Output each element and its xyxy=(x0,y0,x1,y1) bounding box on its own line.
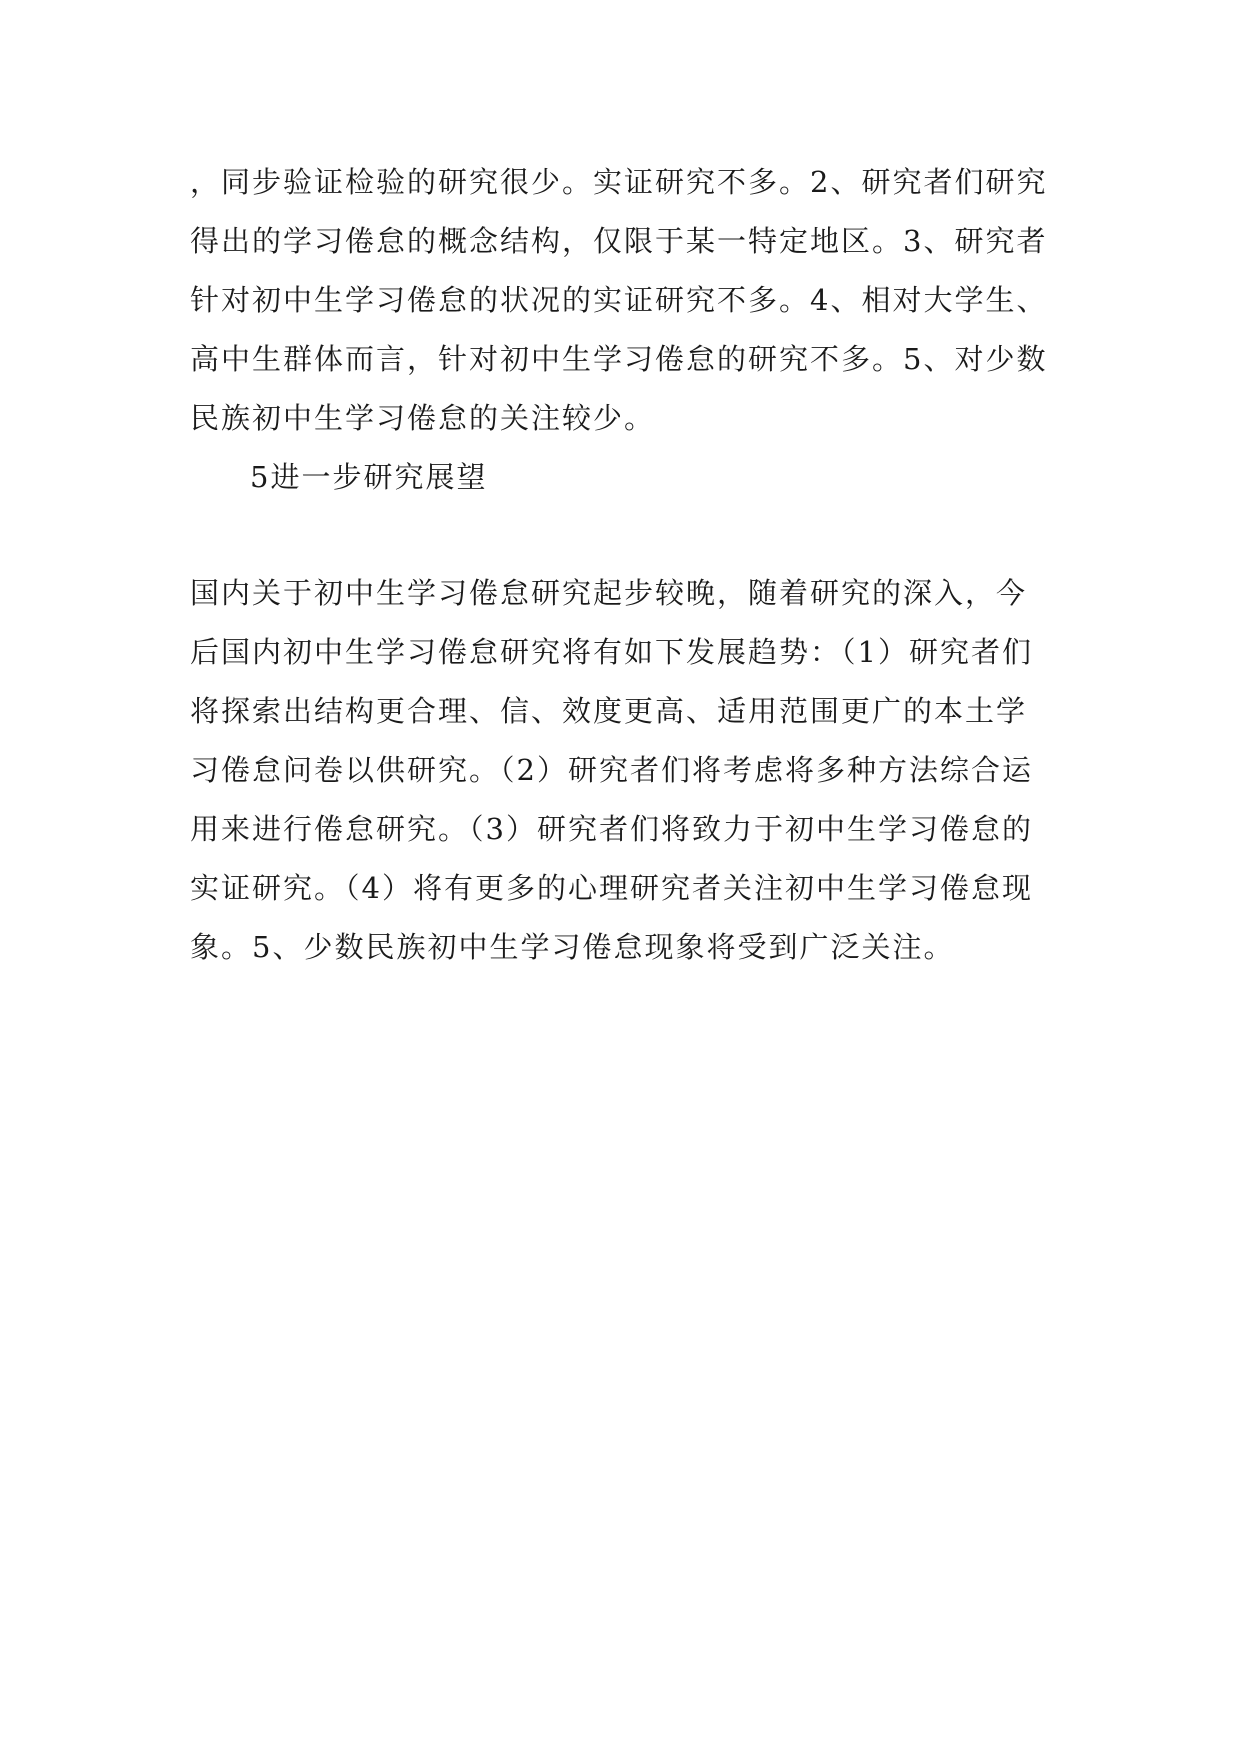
text-line: 实证研究。（4）将有更多的心理研究者关注初中生学习倦怠现 xyxy=(190,871,1033,905)
text-line: 针对初中生学习倦怠的状况的实证研究不多。4、相对大学生、 xyxy=(190,283,1048,317)
text-line: 后国内初中生学习倦怠研究将有如下发展趋势：（1）研究者们 xyxy=(190,635,1033,669)
text-line: 用来进行倦怠研究。（3）研究者们将致力于初中生学习倦怠的 xyxy=(190,812,1033,846)
text-line: 高中生群体而言，针对初中生学习倦怠的研究不多。5、对少数 xyxy=(190,342,1048,376)
section-heading: 5进一步研究展望 xyxy=(250,460,488,494)
text-line: 国内关于初中生学习倦怠研究起步较晚，随着研究的深入，今 xyxy=(190,576,1028,610)
text-line: 民族初中生学习倦怠的关注较少。 xyxy=(190,401,656,435)
text-line: 将探索出结构更合理、信、效度更高、适用范围更广的本土学 xyxy=(190,694,1028,728)
text-line: 象。5、少数民族初中生学习倦怠现象将受到广泛关注。 xyxy=(190,930,955,964)
text-line: 得出的学习倦怠的概念结构，仅限于某一特定地区。3、研究者 xyxy=(190,224,1048,258)
text-line: 习倦怠问卷以供研究。（2）研究者们将考虑将多种方法综合运 xyxy=(190,753,1033,787)
text-line: ，同步验证检验的研究很少。实证研究不多。2、研究者们研究 xyxy=(190,165,1048,199)
